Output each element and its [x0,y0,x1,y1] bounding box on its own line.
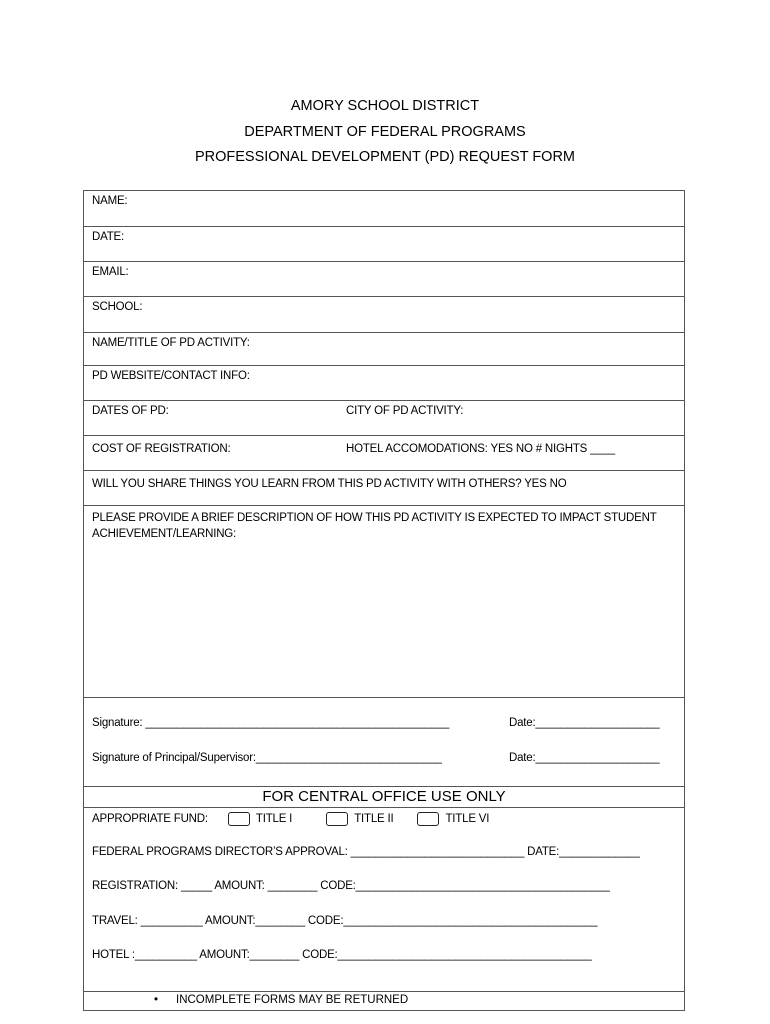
title-ii-checkbox[interactable] [326,812,348,826]
description-label: PLEASE PROVIDE A BRIEF DESCRIPTION OF HOW THIS PD ACTIVITY IS EXPECTED TO IMPACT STUDENT ACHIEVEMENT/LEARNING: [92,512,657,540]
school-label: SCHOOL: [92,301,143,313]
district-title: AMORY SCHOOL DISTRICT [290,98,480,114]
activity-title-label: NAME/TITLE OF PD ACTIVITY: [92,337,250,349]
title-ii-label: TITLE II [354,813,394,826]
name-label: NAME: [92,195,128,207]
signature-block [84,698,684,787]
dates-of-pd-label: DATES OF PD: [92,405,169,417]
city-label: CITY OF PD ACTIVITY: [346,405,464,417]
pd-request-form [83,190,685,1011]
cost-label: COST OF REGISTRATION: [92,443,231,455]
school-row[interactable] [84,297,684,333]
principal-signature-line[interactable]: Signature of Principal/Supervisor:______________________________ [92,752,442,764]
form-title: PROFESSIONAL DEVELOPMENT (PD) REQUEST FORM [194,149,576,165]
incomplete-note: INCOMPLETE FORMS MAY BE RETURNED [176,994,409,1006]
title-i-checkbox[interactable] [228,812,250,826]
share-label: WILL YOU SHARE THINGS YOU LEARN FROM THIS PD ACTIVITY WITH OTHERS? YES NO [92,478,567,490]
note-row [84,992,684,1010]
dates-city-row[interactable] [84,401,684,436]
fund-label: APPROPRIATE FUND: [92,813,208,826]
hotel-label: HOTEL ACCOMODATIONS: YES NO # NIGHTS ____ [346,443,615,455]
cost-hotel-row[interactable] [84,436,684,471]
website-row[interactable] [84,366,684,401]
date-row[interactable] [84,227,684,262]
bullet-icon: • [154,994,159,1006]
title-vi-checkbox[interactable] [417,812,439,826]
director-approval-line[interactable]: FEDERAL PROGRAMS DIRECTOR’S APPROVAL: ____________________________ DATE:_____________ [92,846,640,858]
fund-line [92,812,489,826]
signature-date[interactable]: Date:____________________ [509,717,660,729]
signature-line[interactable]: Signature: _________________________________________________ [92,717,450,729]
department-title: DEPARTMENT OF FEDERAL PROGRAMS [244,123,526,140]
central-office-block [84,808,684,992]
date-label: DATE: [92,231,125,243]
email-row[interactable] [84,262,684,297]
principal-signature-date[interactable]: Date:____________________ [509,752,660,764]
travel-line[interactable]: TRAVEL: __________ AMOUNT:________ CODE:_________________________________________ [92,915,598,927]
hotel-line[interactable]: HOTEL :__________ AMOUNT:________ CODE:_________________________________________ [92,949,592,961]
share-row[interactable] [84,471,684,506]
name-row[interactable] [84,191,684,227]
form-header [0,94,770,171]
description-row[interactable] [84,506,684,698]
email-label: EMAIL: [92,266,129,278]
title-vi-label: TITLE VI [445,813,490,826]
registration-line[interactable]: REGISTRATION: _____ AMOUNT: ________ CODE:_________________________________________ [92,880,610,892]
title-i-label: TITLE I [255,813,293,826]
website-label: PD WEBSITE/CONTACT INFO: [92,370,250,382]
activity-title-row[interactable] [84,333,684,366]
central-office-title: FOR CENTRAL OFFICE USE ONLY [84,787,684,808]
